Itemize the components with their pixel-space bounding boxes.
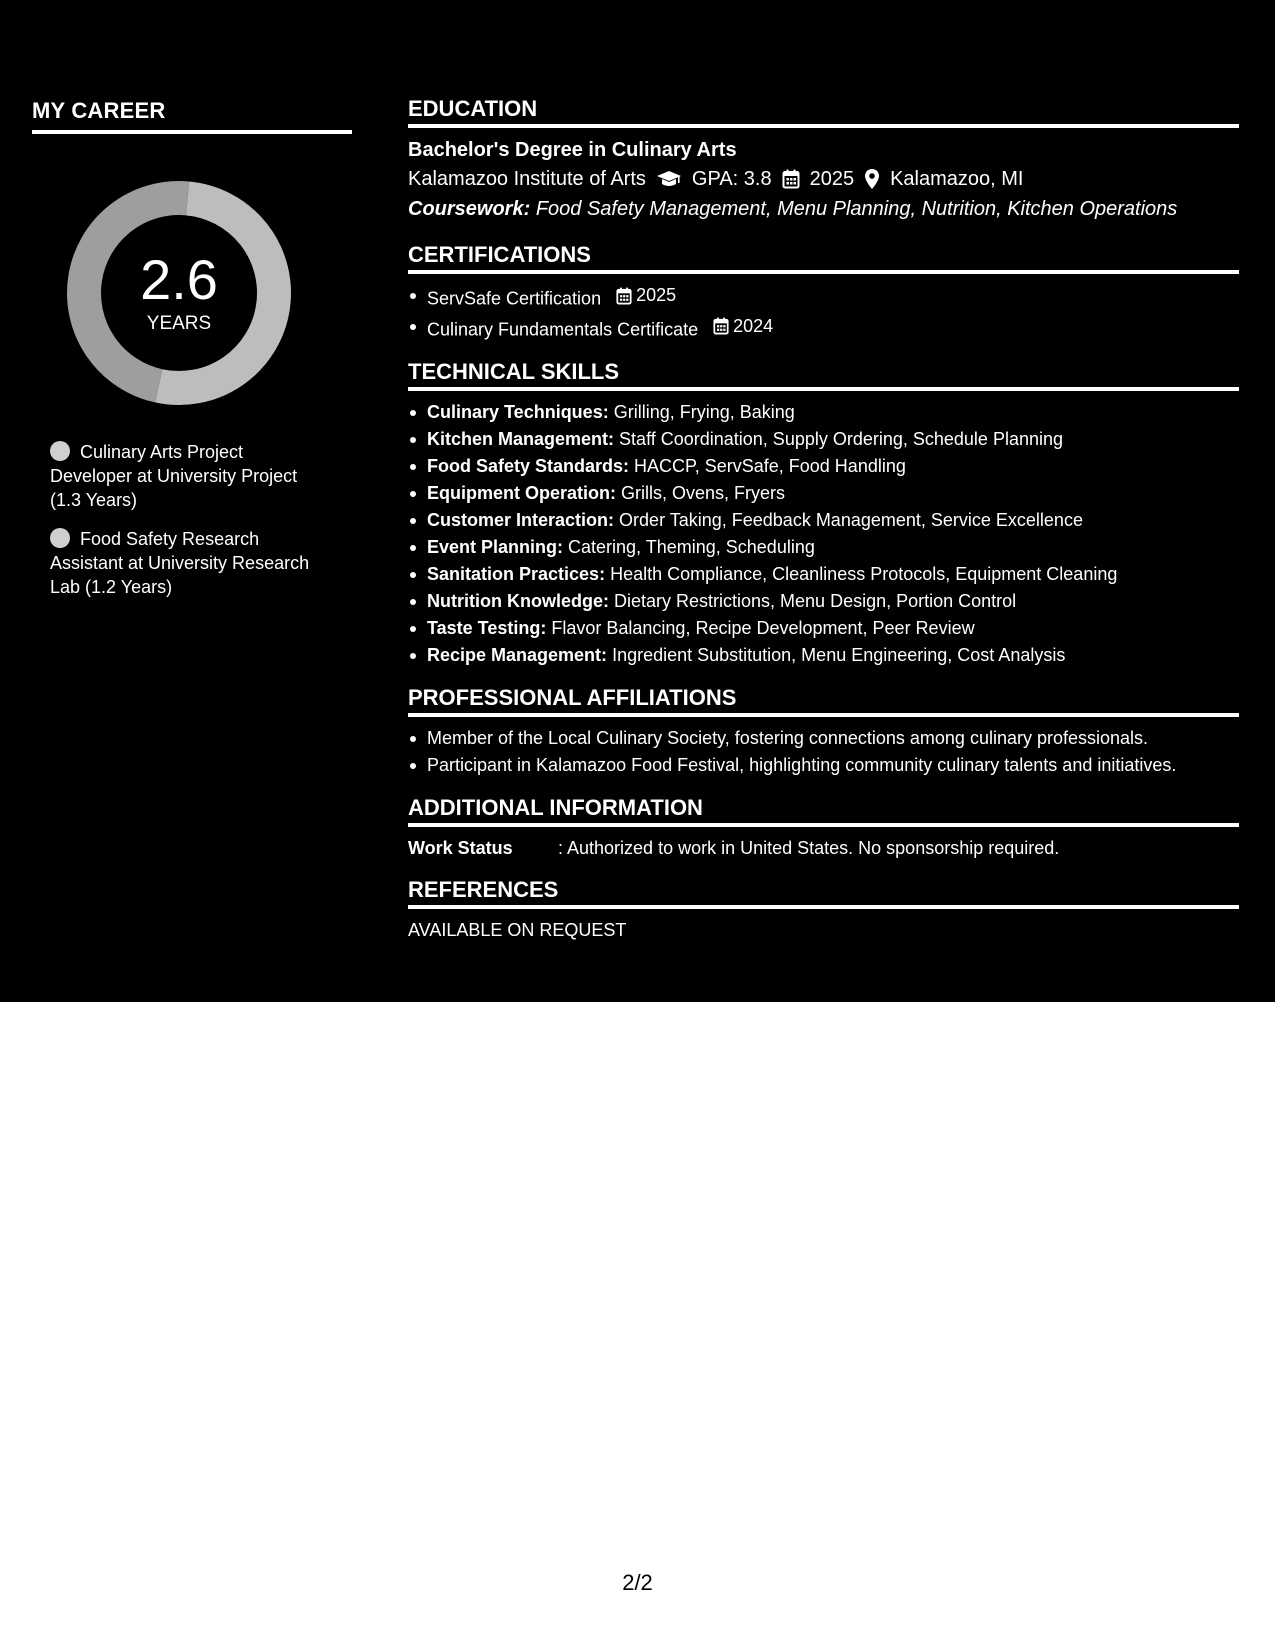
skills-title: TECHNICAL SKILLS <box>408 359 1239 391</box>
resume-main-column <box>408 96 1239 955</box>
skill-category: Event Planning: <box>427 537 564 557</box>
legend-dot-icon <box>50 441 70 461</box>
skill-item <box>408 507 1239 534</box>
certification-item <box>408 313 1239 344</box>
skill-item <box>408 588 1239 615</box>
skill-values: Flavor Balancing, Recipe Development, Peer Review <box>551 618 975 638</box>
calendar-icon <box>713 317 729 335</box>
calendar-icon <box>616 287 632 305</box>
career-years-donut <box>66 180 292 406</box>
affiliations-list <box>408 725 1239 779</box>
career-list <box>50 440 330 599</box>
affiliation-item: Member of the Local Culinary Society, fostering connections among culinary professionals. <box>408 725 1239 752</box>
education-section <box>408 96 1239 224</box>
additional-info-title: ADDITIONAL INFORMATION <box>408 795 1239 827</box>
career-item-text: Culinary Arts Project Developer at University Project (1.3 Years) <box>50 442 298 510</box>
degree-name: Bachelor's Degree in Culinary Arts <box>408 139 737 161</box>
work-status-label: Work Status <box>408 838 513 858</box>
skill-values: Ingredient Substitution, Menu Engineering, Cost Analysis <box>612 645 1066 665</box>
location-pin-icon <box>864 168 880 190</box>
certification-item <box>408 282 1239 313</box>
skill-item <box>408 561 1239 588</box>
coursework-label: Coursework: <box>408 198 531 220</box>
career-sidebar <box>32 98 352 614</box>
certification-name: Culinary Fundamentals Certificate <box>427 319 699 339</box>
skill-values: Health Compliance, Cleanliness Protocols, Equipment Cleaning <box>610 564 1118 584</box>
certifications-section <box>408 242 1239 343</box>
coursework-list: Food Safety Management, Menu Planning, Nutrition, Kitchen Operations <box>535 198 1178 220</box>
legend-dot-icon <box>50 528 70 548</box>
affiliations-section <box>408 685 1239 779</box>
skill-item <box>408 642 1239 669</box>
certification-year: 2024 <box>733 315 774 336</box>
skills-section <box>408 359 1239 669</box>
references-section <box>408 877 1239 943</box>
references-text: AVAILABLE ON REQUEST <box>408 920 627 940</box>
donut-center <box>66 180 292 406</box>
skill-category: Customer Interaction: <box>427 510 615 530</box>
affiliations-title: PROFESSIONAL AFFILIATIONS <box>408 685 1239 717</box>
skill-category: Nutrition Knowledge: <box>427 591 609 611</box>
skill-item <box>408 426 1239 453</box>
skill-values: Staff Coordination, Supply Ordering, Schedule Planning <box>619 429 1063 449</box>
affiliation-item: Participant in Kalamazoo Food Festival, highlighting community culinary talents and initiatives. <box>408 752 1239 779</box>
skill-values: Order Taking, Feedback Management, Service Excellence <box>619 510 1083 530</box>
career-item <box>50 527 330 599</box>
certification-year: 2025 <box>636 285 677 305</box>
total-years-label: YEARS <box>146 313 212 334</box>
certifications-list <box>408 282 1239 343</box>
institution-name: Kalamazoo Institute of Arts <box>408 168 646 190</box>
skill-category: Culinary Techniques: <box>427 402 609 422</box>
career-item <box>50 440 330 512</box>
certifications-title: CERTIFICATIONS <box>408 242 1239 274</box>
education-location: Kalamazoo, MI <box>890 168 1024 190</box>
skill-item <box>408 534 1239 561</box>
skill-item <box>408 399 1239 426</box>
work-status-value: : Authorized to work in United States. No sponsorship required. <box>558 838 1060 858</box>
education-details <box>408 164 1239 194</box>
skill-values: Catering, Theming, Scheduling <box>568 537 815 557</box>
career-item-text: Food Safety Research Assistant at University Research Lab (1.2 Years) <box>50 529 310 597</box>
skills-list <box>408 399 1239 669</box>
coursework-line <box>408 194 1239 224</box>
page-number: 2/2 <box>622 1570 653 1595</box>
graduation-cap-icon <box>656 169 682 189</box>
skill-category: Taste Testing: <box>427 618 547 638</box>
certification-date <box>616 282 676 309</box>
certification-date <box>713 313 773 340</box>
skill-category: Sanitation Practices: <box>427 564 606 584</box>
skill-category: Food Safety Standards: <box>427 456 630 476</box>
gpa-value: GPA: 3.8 <box>691 168 772 190</box>
skill-values: HACCP, ServSafe, Food Handling <box>634 456 906 476</box>
skill-item <box>408 480 1239 507</box>
additional-info-section <box>408 795 1239 861</box>
references-title: REFERENCES <box>408 877 1239 909</box>
certification-name: ServSafe Certification <box>427 288 602 309</box>
total-years-value: 2.6 <box>140 248 218 311</box>
skill-category: Equipment Operation: <box>427 483 616 503</box>
career-title: MY CAREER <box>32 98 352 134</box>
calendar-icon <box>782 169 800 189</box>
education-title: EDUCATION <box>408 96 1239 128</box>
skill-category: Recipe Management: <box>427 645 608 665</box>
skill-item <box>408 615 1239 642</box>
graduation-year: 2025 <box>809 168 855 190</box>
skill-values: Dietary Restrictions, Menu Design, Portion Control <box>614 591 1017 611</box>
work-status-row <box>408 835 1239 861</box>
skill-category: Kitchen Management: <box>427 429 615 449</box>
skill-values: Grilling, Frying, Baking <box>613 402 795 422</box>
skill-item <box>408 453 1239 480</box>
skill-values: Grills, Ovens, Fryers <box>621 483 786 503</box>
